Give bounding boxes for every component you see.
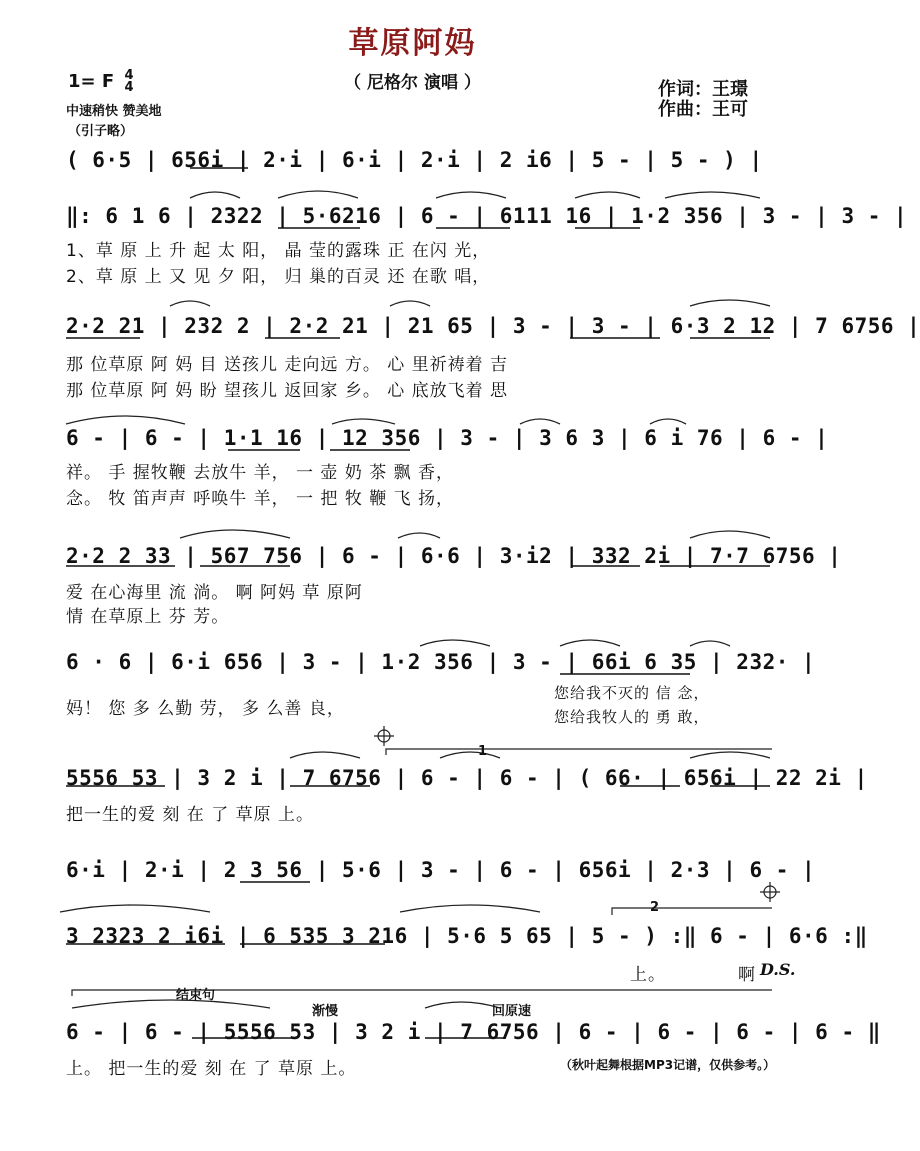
score-row-2: ‖: 6 1 6 | 2322 | 5·6216 | 6 - | 6111 16 | 1·2 356 | 3 - | 3 - | — [66, 204, 908, 228]
score-row-3: 2·2 21 | 232 2 | 2·2 21 | 21 65 | 3 - | 3 - | 6·3 2 12 | 7 6756 | — [66, 314, 920, 338]
lyric-line: 妈！ 您 多 么勤 劳， 多 么善 良， — [66, 699, 345, 719]
score-row-1: ( 6·5 | 656i | 2·i | 6·i | 2·i | 2 i6 | 5 - | 5 - ) | — [66, 148, 763, 172]
key-label: 1= F — [68, 71, 115, 92]
score-row-7: 5556 53 | 3 2 i | 7 6756 | 6 - | 6 - | ( 66· | 656i | 22 2i | — [66, 766, 868, 790]
score-row-4: 6 - | 6 - | 1·1 16 | 12 356 | 3 - | 3 6 3 | 6 i 76 | 6 - | — [66, 426, 829, 450]
transcription-note: （秋叶起舞根据MP3记谱，仅供参考。） — [560, 1058, 776, 1072]
score-row-8: 6·i | 2·i | 2 3 56 | 5·6 | 3 - | 6 - | 656i | 2·3 | 6 - | — [66, 858, 816, 882]
time-top: 4 — [124, 68, 134, 83]
lyric-line: 1、草 原 上 升 起 太 阳， 晶 莹的露珠 正 在闪 光， — [66, 241, 491, 261]
score-row-10: 6 - | 6 - | 5556 53 | 3 2 i | 7 6756 | 6 - | 6 - | 6 - | 6 - ‖ — [66, 1020, 881, 1044]
lyric-line: 爱 在心海里 流 淌。 啊 阿妈 草 原阿 — [66, 583, 363, 603]
volta-two-label: 2 — [650, 900, 660, 915]
score-row-9: 3 2323 2 i6i | 6 535 3 216 | 5·6 5 65 | 5 - ) :‖ 6 - | 6·6 :‖ — [66, 924, 868, 948]
lyric-line: 上。 把一生的爱 刻 在 了 草原 上。 — [66, 1059, 357, 1079]
coda-phrase-label: 结束句 — [176, 988, 216, 1003]
score-row-6: 6 · 6 | 6·i 656 | 3 - | 1·2 356 | 3 - | 66i 6 35 | 232· | — [66, 650, 816, 674]
lyric-line: 情 在草原上 芬 芳。 — [66, 607, 230, 627]
score-row-5: 2·2 2 33 | 567 756 | 6 - | 6·6 | 3·i2 | 332 2i | 7·7 6756 | — [66, 544, 842, 568]
singer-credit: （ 尼格尔 演唱 ） — [344, 73, 481, 93]
tempo-marking: 中速稍快 赞美地 — [66, 104, 162, 119]
lyric-line: 啊 — [738, 965, 756, 985]
lyric-line: 您给我不灭的 信 念， — [554, 684, 710, 702]
time-signature — [124, 70, 133, 94]
intro-note: （引子略） — [68, 124, 134, 139]
lyricist: 作词：王璟 — [658, 79, 748, 100]
lyric-line: 那 位草原 阿 妈 目 送孩儿 走向远 方。 心 里祈祷着 吉 — [66, 355, 509, 375]
lyric-line: 上。 — [630, 965, 666, 985]
lyric-line: 把一生的爱 刻 在 了 草原 上。 — [66, 805, 315, 825]
lyric-line: 那 位草原 阿 妈 盼 望孩儿 返回家 乡。 心 底放飞着 思 — [66, 381, 509, 401]
ritardando-label: 渐慢 — [312, 1004, 339, 1019]
lyric-line: 您给我牧人的 勇 敢， — [554, 708, 710, 726]
composer: 作曲：王可 — [658, 99, 748, 120]
volta-one-label: 1 — [478, 744, 488, 759]
lyric-line: 念。 牧 笛声声 呼唤牛 羊， 一 把 牧 鞭 飞 扬， — [66, 489, 455, 509]
key-signature — [68, 70, 134, 94]
lyric-line: 2、草 原 上 又 见 夕 阳， 归 巢的百灵 还 在歌 唱， — [66, 267, 491, 287]
time-bottom: 4 — [124, 80, 134, 95]
dal-segno-mark: D.S. — [760, 960, 796, 979]
lyric-line: 祥。 手 握牧鞭 去放牛 羊， 一 壶 奶 茶 飘 香， — [66, 463, 455, 483]
song-title: 草原阿妈 — [348, 26, 477, 61]
a-tempo-label: 回原速 — [492, 1004, 532, 1019]
credits — [658, 80, 748, 120]
